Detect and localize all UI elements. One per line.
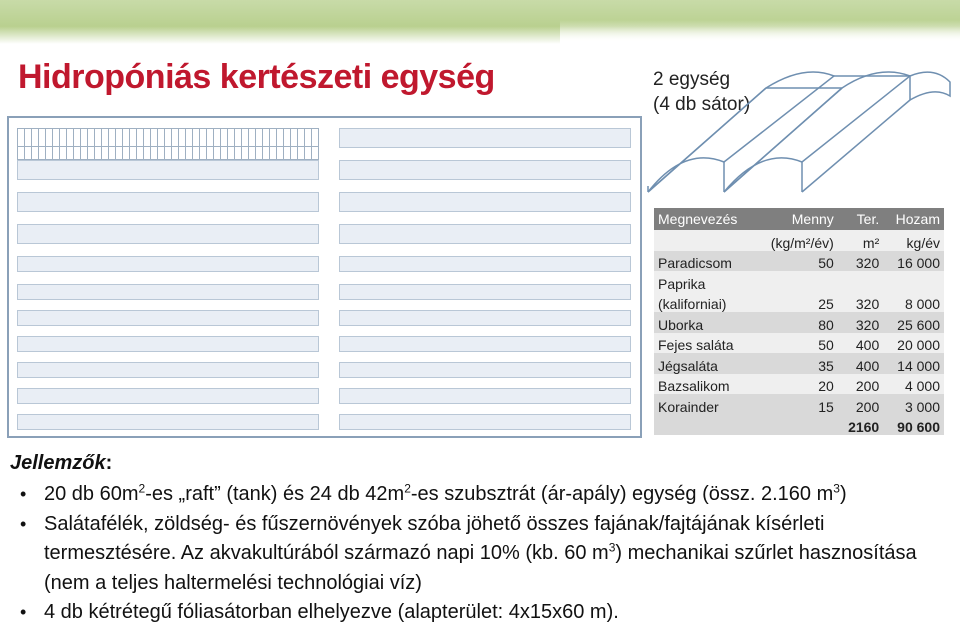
floorplan-bed bbox=[339, 256, 631, 272]
table-row bbox=[654, 374, 944, 395]
cell-yield: 4 000 bbox=[883, 374, 944, 395]
cell-area: 320 bbox=[838, 312, 883, 333]
header-area: Ter. bbox=[838, 208, 883, 230]
table-total-row bbox=[654, 415, 944, 436]
cell-yield: 8 000 bbox=[883, 292, 944, 313]
floorplan-bed bbox=[17, 336, 319, 352]
floorplan-bed bbox=[339, 414, 631, 430]
table-row bbox=[654, 251, 944, 272]
features-list bbox=[20, 480, 950, 628]
floorplan-bed bbox=[339, 224, 631, 244]
unit-yield: kg/év bbox=[883, 230, 944, 251]
features-heading bbox=[10, 452, 112, 475]
floorplan-drawing bbox=[7, 116, 642, 438]
cell-name: Paprika bbox=[654, 271, 755, 292]
greenhouse-tents-illustration bbox=[644, 60, 960, 200]
cell-name: Jégsaláta bbox=[654, 353, 755, 374]
floorplan-bed bbox=[339, 388, 631, 404]
cell-area: 400 bbox=[838, 353, 883, 374]
floorplan-cell-row bbox=[17, 146, 319, 160]
cell-area: 200 bbox=[838, 374, 883, 395]
floorplan-bed bbox=[17, 284, 319, 300]
cell-yield: 3 000 bbox=[883, 394, 944, 415]
cell-quantity: 50 bbox=[755, 333, 837, 354]
unit-note-line-2: (4 db sátor) bbox=[653, 94, 751, 115]
table-header-row bbox=[654, 208, 944, 230]
total-area: 2160 bbox=[838, 415, 883, 436]
floorplan-bed bbox=[339, 284, 631, 300]
cell-name: Paradicsom bbox=[654, 251, 755, 272]
floorplan-bed bbox=[17, 310, 319, 326]
cell-name: Fejes saláta bbox=[654, 333, 755, 354]
top-band-fade bbox=[560, 20, 960, 46]
header-yield: Hozam bbox=[883, 208, 944, 230]
floorplan-bed bbox=[17, 362, 319, 378]
table-row bbox=[654, 271, 944, 292]
cell-yield: 25 600 bbox=[883, 312, 944, 333]
cell-quantity: 25 bbox=[755, 292, 837, 313]
floorplan-bed bbox=[17, 192, 319, 212]
total-yield: 90 600 bbox=[883, 415, 944, 436]
features-heading-text: Jellemzők bbox=[10, 452, 106, 474]
floorplan-bed bbox=[17, 224, 319, 244]
header-name: Megnevezés bbox=[654, 208, 755, 230]
unit-note-line-1: 2 egység bbox=[653, 69, 731, 90]
cell-yield: 14 000 bbox=[883, 353, 944, 374]
floorplan-bed bbox=[17, 414, 319, 430]
floorplan-bed bbox=[339, 336, 631, 352]
cell-name-cont: (kaliforniai) bbox=[654, 292, 755, 313]
cell-area: 200 bbox=[838, 394, 883, 415]
cell-quantity: 50 bbox=[755, 251, 837, 272]
cell-yield: 16 000 bbox=[883, 251, 944, 272]
table-row bbox=[654, 292, 944, 313]
floorplan-bed bbox=[17, 160, 319, 180]
cell-area: 320 bbox=[838, 292, 883, 313]
floorplan-bed bbox=[339, 192, 631, 212]
table-row bbox=[654, 394, 944, 415]
table-row bbox=[654, 353, 944, 374]
cell-name: Korainder bbox=[654, 394, 755, 415]
crop-yield-table bbox=[654, 208, 944, 435]
unit-name bbox=[654, 230, 755, 251]
floorplan-bed bbox=[339, 160, 631, 180]
table-units-row bbox=[654, 230, 944, 251]
floorplan-bed bbox=[17, 388, 319, 404]
floorplan-bed bbox=[339, 128, 631, 148]
table-row bbox=[654, 333, 944, 354]
unit-quantity: (kg/m²/év) bbox=[755, 230, 837, 251]
floorplan-bed bbox=[17, 256, 319, 272]
cell-yield: 20 000 bbox=[883, 333, 944, 354]
list-item: • 20 db $60m^2-es$ „raft” (tank) és 24 db $42m^2-es$ szubsztrát (ár-apály) egység (össz. 2.160 $m^3$) bbox=[20, 480, 950, 510]
cell-quantity: 80 bbox=[755, 312, 837, 333]
cell-area: 320 bbox=[838, 251, 883, 272]
table-row bbox=[654, 312, 944, 333]
floorplan-bed bbox=[339, 310, 631, 326]
cell-quantity: 20 bbox=[755, 374, 837, 395]
features-heading-colon: : bbox=[105, 452, 113, 474]
unit-area: m² bbox=[838, 230, 883, 251]
cell-area: 400 bbox=[838, 333, 883, 354]
list-item: • Salátafélék, zöldség- és fűszernövények szóba jöhető összes fajának/fajtájának kísérleti termesztésére. Az akvakultúrából származó napi 10% (kb. 60 $m^3$) mechanikai szűrlet hasznosítása (nem a teljes haltermelési technológiai víz) bbox=[20, 510, 950, 599]
cell-name: Bazsalikom bbox=[654, 374, 755, 395]
floorplan-bed bbox=[339, 362, 631, 378]
list-item: • 4 db kétrétegű fóliasátorban elhelyezve (alapterület: 4x15x60 m). bbox=[20, 598, 950, 628]
slide-title: Hidropóniás kertészeti egység bbox=[18, 58, 495, 96]
cell-quantity: 35 bbox=[755, 353, 837, 374]
header-quantity: Menny bbox=[755, 208, 837, 230]
cell-name: Uborka bbox=[654, 312, 755, 333]
cell-quantity: 15 bbox=[755, 394, 837, 415]
floorplan-cell-row bbox=[17, 128, 319, 148]
